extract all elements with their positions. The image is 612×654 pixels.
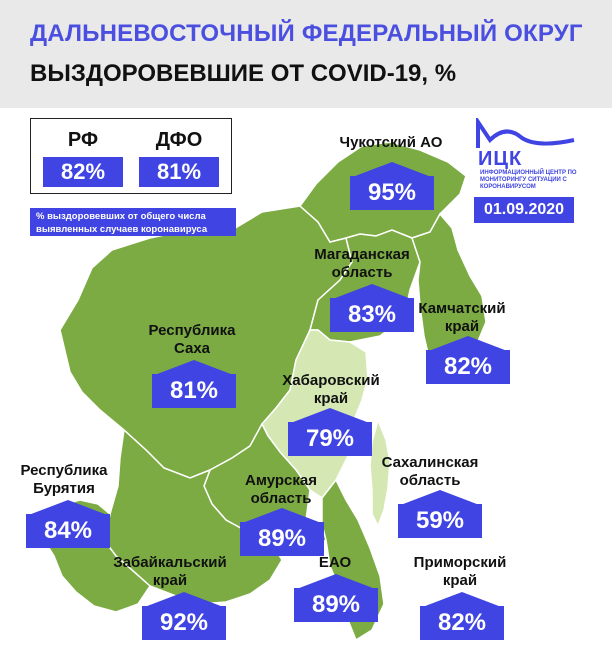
page-title: ДАЛЬНЕВОСТОЧНЫЙ ФЕДЕРАЛЬНЫЙ ОКРУГ	[30, 20, 583, 47]
region-marker-sakhalin	[398, 490, 482, 538]
report-date: 01.09.2020	[474, 197, 574, 223]
header-bar	[0, 0, 612, 108]
mountain-wave-logo-icon	[476, 118, 576, 152]
region-value-amur: 89%	[240, 522, 324, 556]
region-value-kamchatka: 82%	[426, 350, 510, 384]
rf-label: РФ	[67, 129, 99, 151]
region-label-buryatia: Республика Бурятия	[20, 462, 108, 497]
region-marker-khabarovsk	[288, 408, 372, 456]
region-value-eao: 89%	[294, 588, 378, 622]
region-value-primorsky: 82%	[420, 606, 504, 640]
region-value-khabarovsk: 79%	[288, 422, 372, 456]
region-value-zabaikalsky: 92%	[142, 606, 226, 640]
summary-box	[30, 118, 232, 194]
region-label-eao: ЕАО	[318, 554, 352, 571]
rf-value: 82%	[43, 157, 123, 187]
region-marker-chukotka	[350, 162, 434, 210]
region-label-kamchatka: Камчатский край	[418, 300, 506, 335]
dfo-label: ДФО	[155, 129, 203, 151]
region-value-sakhalin: 59%	[398, 504, 482, 538]
region-marker-zabaikalsky	[142, 592, 226, 640]
logo-name: ИЦК	[478, 148, 523, 170]
region-marker-sakha	[152, 360, 236, 408]
region-marker-primorsky	[420, 592, 504, 640]
region-marker-amur	[240, 508, 324, 556]
region-label-khabarovsk: Хабаровский край	[282, 372, 380, 407]
dfo-value: 81%	[139, 157, 219, 187]
page-subtitle: ВЫЗДОРОВЕВШИЕ ОТ COVID-19, %	[30, 60, 457, 87]
region-marker-magadan	[330, 284, 414, 332]
region-label-zabaikalsky: Забайкальский край	[113, 554, 227, 589]
region-label-chukotka: Чукотский АО	[339, 134, 443, 151]
region-label-amur: Амурская область	[245, 472, 317, 507]
region-value-sakha: 81%	[152, 374, 236, 408]
region-label-primorsky: Приморский край	[413, 554, 507, 589]
region-value-buryatia: 84%	[26, 514, 110, 548]
logo-subtitle: ИНФОРМАЦИОННЫЙ ЦЕНТР ПО МОНИТОРИНГУ СИТУАЦИИ С КОРОНАВИРУСОМ	[480, 170, 577, 190]
region-label-sakhalin: Сахалинская область	[381, 454, 479, 489]
region-marker-kamchatka	[426, 336, 510, 384]
region-value-chukotka: 95%	[350, 176, 434, 210]
region-label-sakha: Республика Саха	[148, 322, 236, 357]
region-marker-eao	[294, 574, 378, 622]
region-marker-buryatia	[26, 500, 110, 548]
region-label-magadan: Магаданская область	[314, 246, 410, 281]
footnote: % выздоровевших от общего числа выявленных случаев коронавируса	[30, 208, 236, 236]
region-value-magadan: 83%	[330, 298, 414, 332]
